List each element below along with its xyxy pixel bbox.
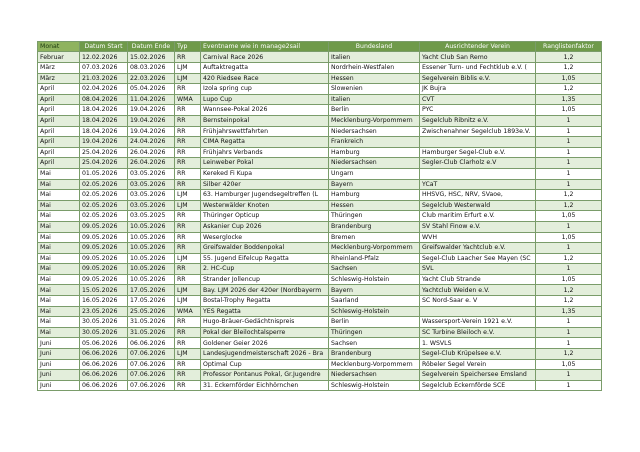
cell-datum-start: 15.05.2026 [80,285,128,296]
cell-datum-start: 19.04.2026 [80,137,128,148]
cell-typ: WMA [175,94,201,105]
cell-ranglistenfaktor: 1,05 [536,211,602,222]
table-row[interactable] [38,380,602,391]
cell-ranglistenfaktor: 1 [536,380,602,391]
cell-ranglistenfaktor: 1 [536,158,602,169]
cell-datum-ende: 03.05.2026 [128,168,175,179]
cell-verein: Greifswalder Yachtclub e.V. [420,243,536,254]
cell-datum-ende: 08.03.2026 [128,63,175,74]
cell-datum-ende: 07.06.2026 [128,349,175,360]
table-row[interactable] [38,232,602,243]
cell-datum-start: 18.04.2026 [80,126,128,137]
table-row[interactable] [38,285,602,296]
cell-datum-ende: 10.05.2026 [128,221,175,232]
cell-datum-start: 25.04.2026 [80,147,128,158]
cell-verein: Yacht Club San Remo [420,52,536,63]
cell-bundesland: Frankreich [329,137,420,148]
cell-datum-start: 06.06.2026 [80,380,128,391]
cell-bundesland: Saarland [329,296,420,307]
cell-datum-ende: 17.05.2026 [128,285,175,296]
cell-monat: Juni [38,338,80,349]
cell-bundesland: Schleswig-Holstein [329,380,420,391]
cell-bundesland: Sachsen [329,338,420,349]
cell-verein: Segel-Club Krüpelsee e.V. [420,349,536,360]
cell-eventname: Bernsteinpokal [201,115,329,126]
cell-monat: Mai [38,327,80,338]
cell-bundesland: Niedersachsen [329,158,420,169]
cell-datum-ende: 17.05.2026 [128,296,175,307]
cell-verein: HHSVG, HSC, NRV, SVaoe, [420,190,536,201]
table-row[interactable] [38,200,602,211]
cell-monat: Juni [38,380,80,391]
cell-typ: LJM [175,73,201,84]
cell-monat: März [38,63,80,74]
header-verein: Ausrichtender Verein [420,42,536,52]
cell-monat: Februar [38,52,80,63]
cell-eventname: Landesjugendmeisterschaft 2026 - Bra [201,349,329,360]
header-datum-start: Datum Start [80,42,128,52]
header-typ: Typ [175,42,201,52]
cell-datum-ende: 07.06.2026 [128,359,175,370]
table-body [38,52,602,391]
cell-ranglistenfaktor: 1 [536,370,602,381]
cell-eventname: Bostal-Trophy Regatta [201,296,329,307]
cell-typ: RR [175,317,201,328]
cell-datum-start: 06.06.2026 [80,359,128,370]
table-row[interactable] [38,221,602,232]
cell-bundesland: Berlin [329,317,420,328]
cell-ranglistenfaktor: 1 [536,126,602,137]
cell-monat: Mai [38,168,80,179]
cell-eventname: YES Regatta [201,306,329,317]
cell-datum-ende: 19.04.2026 [128,105,175,116]
cell-verein: SC Nord-Saar e. V [420,296,536,307]
cell-bundesland: Schleswig-Holstein [329,274,420,285]
cell-eventname: 2. HC-Cup [201,264,329,275]
cell-bundesland: Mecklenburg-Vorpommern [329,243,420,254]
cell-typ: RR [175,221,201,232]
cell-bundesland: Nordrhein-Westfalen [329,63,420,74]
cell-eventname: Silber 420er [201,179,329,190]
table-row[interactable] [38,317,602,328]
cell-monat: Mai [38,285,80,296]
cell-monat: April [38,158,80,169]
cell-monat: Mai [38,274,80,285]
cell-datum-ende: 10.05.2026 [128,243,175,254]
cell-typ: LJM [175,296,201,307]
cell-bundesland: Bremen [329,232,420,243]
cell-ranglistenfaktor: 1 [536,264,602,275]
cell-typ: LJM [175,200,201,211]
table-row[interactable] [38,359,602,370]
cell-datum-start: 09.05.2026 [80,253,128,264]
cell-typ: LJM [175,63,201,74]
cell-verein: SV Stahl Finow e.V. [420,221,536,232]
cell-verein: Segelclub Westerwald [420,200,536,211]
cell-eventname: Thüringer Opticup [201,211,329,222]
cell-typ: RR [175,168,201,179]
cell-datum-start: 07.03.2026 [80,63,128,74]
table-row[interactable] [38,190,602,201]
cell-verein: YCaT [420,179,536,190]
cell-typ: RR [175,147,201,158]
cell-verein: Segelverein Speichersee Emsland [420,370,536,381]
cell-verein: Segelclub Eckernförde SCE [420,380,536,391]
cell-datum-ende: 07.06.2026 [128,380,175,391]
table-row[interactable] [38,179,602,190]
cell-typ: RR [175,126,201,137]
cell-monat: Mai [38,296,80,307]
table-row[interactable] [38,63,602,74]
cell-ranglistenfaktor: 1,2 [536,190,602,201]
cell-datum-ende: 31.05.2026 [128,317,175,328]
header-eventname: Eventname wie in manage2sail [201,42,329,52]
cell-eventname: Izola spring cup [201,84,329,95]
cell-monat: April [38,137,80,148]
cell-datum-ende: 31.05.2026 [128,327,175,338]
cell-bundesland: Berlin [329,105,420,116]
cell-bundesland: Italien [329,52,420,63]
table-row[interactable] [38,338,602,349]
cell-monat: April [38,147,80,158]
table-row[interactable] [38,327,602,338]
cell-monat: Mai [38,264,80,275]
cell-ranglistenfaktor: 1 [536,137,602,148]
header-row [38,42,602,52]
cell-ranglistenfaktor: 1,2 [536,200,602,211]
cell-monat: April [38,115,80,126]
cell-datum-ende: 10.05.2026 [128,264,175,275]
cell-datum-start: 30.05.2026 [80,317,128,328]
cell-bundesland: Hessen [329,200,420,211]
cell-verein: SC Turbine Bleiloch e.V. [420,327,536,338]
cell-eventname: 63. Hamburger Jugendsegeltreffen (L [201,190,329,201]
cell-eventname: Wannsee-Pokal 2026 [201,105,329,116]
cell-eventname: Leinweber Pokal [201,158,329,169]
cell-monat: Mai [38,306,80,317]
table-row[interactable] [38,126,602,137]
table-row[interactable] [38,168,602,179]
cell-datum-ende: 26.04.2026 [128,147,175,158]
cell-monat: Mai [38,317,80,328]
cell-datum-start: 18.04.2026 [80,105,128,116]
cell-ranglistenfaktor: 1 [536,168,602,179]
header-monat: Monat [38,42,80,52]
cell-datum-ende: 03.05.2026 [128,200,175,211]
cell-monat: Mai [38,243,80,254]
cell-monat: Juni [38,359,80,370]
cell-bundesland: Hamburg [329,190,420,201]
cell-datum-start: 02.05.2026 [80,211,128,222]
header-ranglistenfaktor: Ranglistenfaktor [536,42,602,52]
cell-typ: RR [175,158,201,169]
cell-monat: Juni [38,370,80,381]
cell-monat: April [38,84,80,95]
cell-typ: LJM [175,190,201,201]
cell-ranglistenfaktor: 1,2 [536,63,602,74]
table-row[interactable] [38,52,602,63]
cell-typ: RR [175,264,201,275]
cell-ranglistenfaktor: 1,35 [536,94,602,105]
cell-eventname: Frühjahrswettfahrten [201,126,329,137]
table-row[interactable] [38,147,602,158]
cell-verein: WVH [420,232,536,243]
cell-verein: Segler-Club Clarholz e.V [420,158,536,169]
cell-monat: Mai [38,179,80,190]
cell-datum-start: 06.06.2026 [80,349,128,360]
cell-typ: LJM [175,253,201,264]
cell-eventname: Frühjahrs Verbands [201,147,329,158]
cell-eventname: 420 Riedsee Race [201,73,329,84]
cell-ranglistenfaktor: 1 [536,317,602,328]
cell-typ: RR [175,359,201,370]
cell-verein: Yachtclub Weiden e.V. [420,285,536,296]
cell-ranglistenfaktor: 1,2 [536,84,602,95]
cell-datum-start: 02.05.2026 [80,200,128,211]
cell-verein: JK Bujra [420,84,536,95]
cell-datum-start: 09.05.2026 [80,243,128,254]
cell-datum-ende: 26.04.2026 [128,158,175,169]
cell-ranglistenfaktor: 1,2 [536,285,602,296]
cell-typ: RR [175,243,201,254]
table-row[interactable] [38,158,602,169]
cell-ranglistenfaktor: 1,05 [536,359,602,370]
cell-datum-start: 08.04.2026 [80,94,128,105]
cell-datum-start: 01.05.2026 [80,168,128,179]
cell-verein: Zwischenahner Segelclub 1893e.V. [420,126,536,137]
cell-datum-ende: 06.06.2026 [128,338,175,349]
table-row[interactable] [38,243,602,254]
cell-typ: RR [175,338,201,349]
cell-bundesland: Rheinland-Pfalz [329,253,420,264]
cell-datum-start: 23.05.2026 [80,306,128,317]
cell-datum-start: 09.05.2026 [80,221,128,232]
cell-typ: RR [175,84,201,95]
cell-typ: RR [175,52,201,63]
cell-eventname: CIMA Regatta [201,137,329,148]
cell-typ: RR [175,115,201,126]
cell-ranglistenfaktor: 1,05 [536,232,602,243]
cell-monat: Mai [38,200,80,211]
cell-datum-ende: 03.05.2025 [128,211,175,222]
cell-datum-ende: 15.02.2026 [128,52,175,63]
cell-bundesland: Ungarn [329,168,420,179]
cell-typ: LJM [175,349,201,360]
cell-bundesland: Brandenburg [329,221,420,232]
header-bundesland: Bundesland [329,42,420,52]
cell-bundesland: Italien [329,94,420,105]
cell-ranglistenfaktor: 1,2 [536,52,602,63]
cell-datum-start: 02.05.2026 [80,179,128,190]
cell-monat: April [38,105,80,116]
cell-typ: RR [175,179,201,190]
header-datum-ende: Datum Ende [128,42,175,52]
cell-bundesland: Thüringen [329,327,420,338]
cell-eventname: 31. Eckernförder Eichhörnchen [201,380,329,391]
cell-datum-start: 06.06.2026 [80,370,128,381]
cell-monat: Mai [38,221,80,232]
cell-datum-ende: 05.04.2026 [128,84,175,95]
cell-datum-start: 12.02.2026 [80,52,128,63]
cell-monat: Juni [38,349,80,360]
regatta-table [37,41,602,391]
cell-datum-ende: 10.05.2026 [128,232,175,243]
table-row[interactable] [38,306,602,317]
cell-typ: RR [175,380,201,391]
cell-datum-start: 05.06.2026 [80,338,128,349]
cell-monat: April [38,126,80,137]
cell-bundesland: Bayern [329,285,420,296]
cell-datum-start: 30.05.2026 [80,327,128,338]
cell-bundesland: Niedersachsen [329,370,420,381]
cell-monat: Mai [38,253,80,264]
cell-datum-ende: 03.05.2026 [128,179,175,190]
cell-datum-ende: 22.03.2026 [128,73,175,84]
table-row[interactable] [38,84,602,95]
cell-verein: PYC [420,105,536,116]
cell-ranglistenfaktor: 1,2 [536,253,602,264]
cell-verein: 1. WSVLS [420,338,536,349]
cell-ranglistenfaktor: 1 [536,179,602,190]
cell-bundesland: Thüringen [329,211,420,222]
cell-ranglistenfaktor: 1 [536,147,602,158]
cell-verein [420,306,536,317]
cell-ranglistenfaktor: 1,2 [536,296,602,307]
cell-datum-start: 16.05.2026 [80,296,128,307]
cell-verein: CVT [420,94,536,105]
cell-datum-ende: 10.05.2026 [128,253,175,264]
cell-typ: RR [175,232,201,243]
cell-verein: Hamburger Segel-Club e.V. [420,147,536,158]
cell-verein [420,168,536,179]
cell-eventname: Bay. LJM 2026 der 420er (Nordbayerm [201,285,329,296]
cell-datum-start: 25.04.2026 [80,158,128,169]
cell-verein [420,137,536,148]
cell-bundesland: Bayern [329,179,420,190]
cell-eventname: Auftaktregatta [201,63,329,74]
cell-bundesland: Mecklenburg-Vorpommern [329,359,420,370]
cell-ranglistenfaktor: 1,05 [536,105,602,116]
cell-eventname: Pokal der Bleilochtalsperre [201,327,329,338]
cell-datum-start: 21.03.2026 [80,73,128,84]
table-row[interactable] [38,115,602,126]
cell-datum-start: 02.05.2026 [80,190,128,201]
table-row[interactable] [38,73,602,84]
cell-verein: Röbeler Segel Verein [420,359,536,370]
cell-datum-ende: 19.04.2026 [128,115,175,126]
table-row[interactable] [38,253,602,264]
cell-eventname: Strander Jollencup [201,274,329,285]
cell-ranglistenfaktor: 1 [536,338,602,349]
cell-monat: April [38,94,80,105]
cell-eventname: Optimal Cup [201,359,329,370]
cell-eventname: Hugo-Bräuer-Gedächtnispreis [201,317,329,328]
cell-ranglistenfaktor: 1,05 [536,73,602,84]
cell-eventname: Greifswalder Boddenpokal [201,243,329,254]
cell-eventname: Carnival Race 2026 [201,52,329,63]
cell-ranglistenfaktor: 1 [536,221,602,232]
cell-verein: Essener Turn- und Fechtklub e.V. ( [420,63,536,74]
cell-eventname: Askanier Cup 2026 [201,221,329,232]
cell-datum-start: 09.05.2026 [80,232,128,243]
table-row[interactable] [38,137,602,148]
table-row[interactable] [38,105,602,116]
cell-datum-start: 02.04.2026 [80,84,128,95]
table-row[interactable] [38,211,602,222]
cell-datum-ende: 11.04.2026 [128,94,175,105]
cell-verein: Club maritim Erfurt e.V. [420,211,536,222]
cell-bundesland: Niedersachsen [329,126,420,137]
table-row[interactable] [38,274,602,285]
cell-datum-start: 18.04.2026 [80,115,128,126]
cell-verein: Segelverein Biblis e.V. [420,73,536,84]
table-row[interactable] [38,264,602,275]
cell-ranglistenfaktor: 1 [536,115,602,126]
cell-ranglistenfaktor: 1,2 [536,349,602,360]
cell-bundesland: Schleswig-Holstein [329,306,420,317]
cell-eventname: Lupo Cup [201,94,329,105]
cell-verein: Segelclub Ribnitz e.V. [420,115,536,126]
cell-ranglistenfaktor: 1 [536,243,602,254]
cell-monat: Mai [38,232,80,243]
table-row[interactable] [38,94,602,105]
cell-verein: Segel-Club Laacher See Mayen (SC [420,253,536,264]
cell-eventname: Professor Pontanus Pokal, Gr.Jugendre [201,370,329,381]
cell-typ: RR [175,137,201,148]
cell-datum-ende: 24.04.2026 [128,137,175,148]
cell-datum-start: 09.05.2026 [80,274,128,285]
cell-typ: RR [175,327,201,338]
cell-bundesland: Slowenien [329,84,420,95]
cell-bundesland: Hamburg [329,147,420,158]
cell-bundesland: Brandenburg [329,349,420,360]
table-row[interactable] [38,370,602,381]
cell-datum-ende: 03.05.2026 [128,190,175,201]
cell-eventname: Kereked Fi Kupa [201,168,329,179]
cell-datum-ende: 10.05.2026 [128,274,175,285]
cell-eventname: Goldener Geier 2026 [201,338,329,349]
cell-eventname: 55. Jugend Eifelcup Regatta [201,253,329,264]
cell-datum-ende: 19.04.2026 [128,126,175,137]
cell-bundesland: Mecklenburg-Vorpommern [329,115,420,126]
cell-monat: Mai [38,190,80,201]
cell-typ: RR [175,370,201,381]
cell-ranglistenfaktor: 1,35 [536,306,602,317]
cell-datum-start: 09.05.2026 [80,264,128,275]
cell-typ: WMA [175,306,201,317]
cell-ranglistenfaktor: 1,05 [536,274,602,285]
cell-monat: März [38,73,80,84]
cell-typ: RR [175,211,201,222]
cell-bundesland: Sachsen [329,264,420,275]
cell-verein: Yacht Club Strande [420,274,536,285]
cell-typ: RR [175,105,201,116]
cell-typ: RR [175,274,201,285]
cell-monat: Mai [38,211,80,222]
cell-bundesland: Hessen [329,73,420,84]
cell-verein: Wassersport-Verein 1921 e.V. [420,317,536,328]
cell-datum-ende: 07.06.2026 [128,370,175,381]
cell-typ: LJM [175,285,201,296]
table-row[interactable] [38,296,602,307]
cell-eventname: Westerwälder Knoten [201,200,329,211]
table-row[interactable] [38,349,602,360]
cell-eventname: Weserglocke [201,232,329,243]
cell-ranglistenfaktor: 1 [536,327,602,338]
cell-datum-ende: 25.05.2026 [128,306,175,317]
cell-verein: SVL [420,264,536,275]
